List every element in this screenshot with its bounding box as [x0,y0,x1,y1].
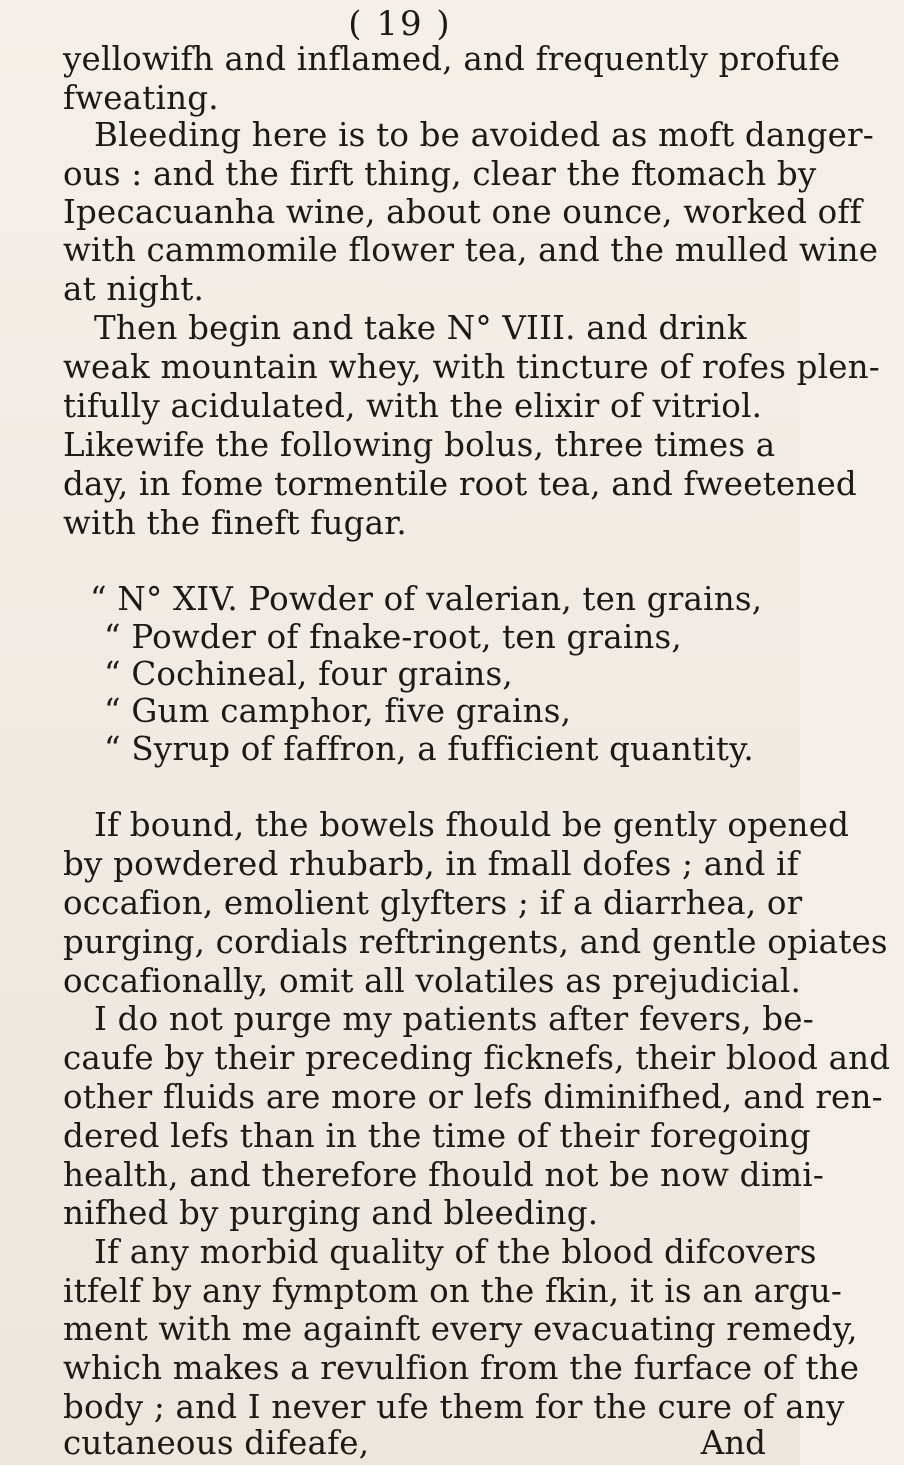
text-line: If any morbid quality of the blood difcovers [94,1233,817,1271]
page-number: ( 19 ) [348,4,452,44]
prescription-line: “ Powder of fnake-root, ten grains, [104,618,682,656]
text-line: other fluids are more or lefs diminifhed, and ren- [63,1078,883,1116]
text-line: day, in fome tormentile root tea, and fweetened [63,465,857,503]
prescription-line: “ Gum camphor, five grains, [104,692,572,730]
text-line: Bleeding here is to be avoided as moft danger- [94,116,874,154]
prescription-line: “ Cochineal, four grains, [104,655,513,693]
text-line: weak mountain whey, with tincture of rofes plen- [63,348,880,386]
text-line: body ; and I never ufe them for the cure of any [63,1388,845,1426]
text-line: Likewife the following bolus, three times a [63,426,776,464]
text-line: nifhed by purging and bleeding. [63,1194,599,1232]
text-line: I do not purge my patients after fevers, be- [94,1000,814,1038]
text-line: occafion, emolient glyfters ; if a diarrhea, or [63,884,803,922]
text-line: with the fineft fugar. [63,504,407,542]
text-line: ous : and the firft thing, clear the ftomach by [63,155,817,193]
prescription-line: “ N° XIV. Powder of valerian, ten grains, [90,580,763,618]
text-line: Ipecacuanha wine, about one ounce, worked off [63,193,862,231]
prescription-line: “ Syrup of faffron, a fufficient quantity. [104,730,754,768]
text-line: which makes a revulfion from the furface of the [63,1349,860,1387]
text-line: dered lefs than in the time of their foregoing [63,1117,811,1155]
text-line: If bound, the bowels fhould be gently opened [94,806,850,844]
text-line: tifully acidulated, with the elixir of vitriol. [63,387,763,425]
text-line: at night. [63,270,205,308]
text-line: yellowifh and inflamed, and frequently profufe [63,40,841,78]
text-line: Then begin and take N° VIII. and drink [94,309,747,347]
text-line: purging, cordials reftringents, and gentle opiates [63,923,888,961]
text-line: fweating. [63,79,219,117]
text-line: ment with me againft every evacuating remedy, [63,1310,858,1348]
text-line: cutaneous difeafe, [63,1424,370,1462]
text-line: caufe by their preceding ficknefs, their blood and [63,1039,891,1077]
text-line: health, and therefore fhould not be now dimi- [63,1156,825,1194]
catchword: And [700,1424,766,1462]
text-line: by powdered rhubarb, in fmall dofes ; and if [63,845,799,883]
text-line: with cammomile flower tea, and the mulled wine [63,231,879,269]
text-line: itfelf by any fymptom on the fkin, it is an argu- [63,1272,843,1310]
text-line: occafionally, omit all volatiles as prejudicial. [63,962,802,1000]
